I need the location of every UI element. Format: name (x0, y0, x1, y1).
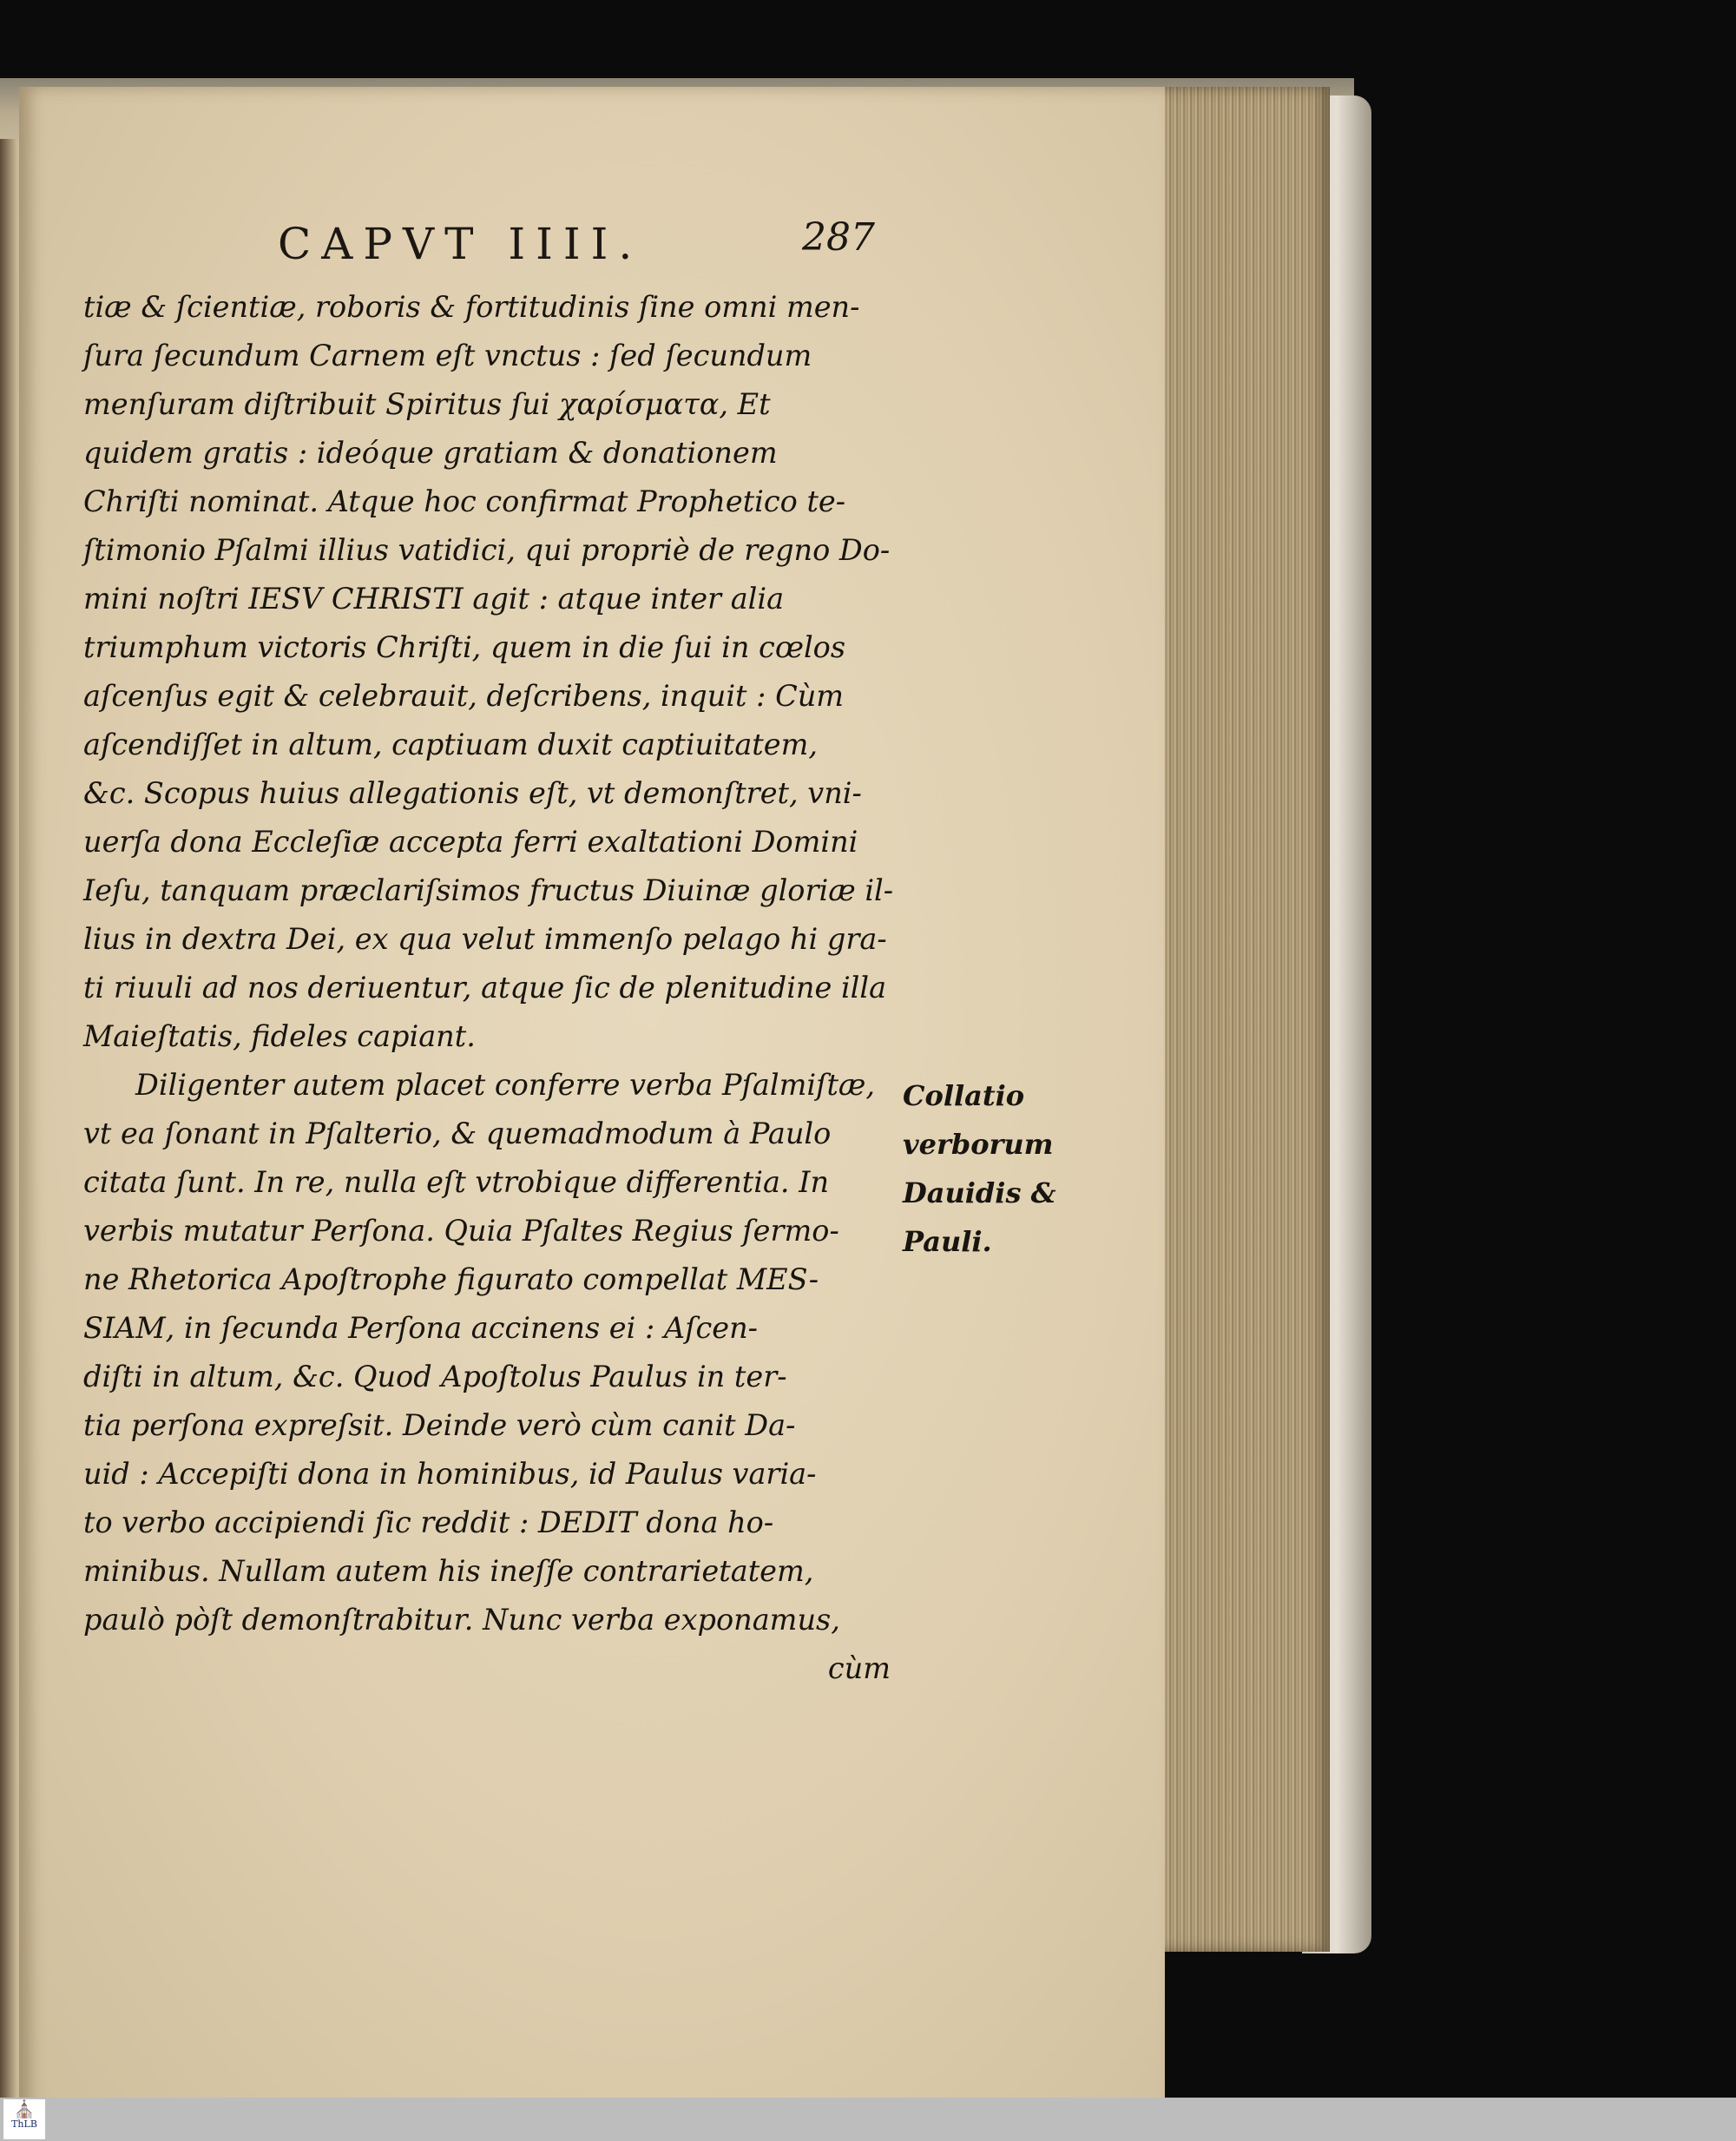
text-line: to verbo accipiendi ſic reddit : DEDIT dona ho- (83, 1505, 774, 1539)
text-line: minibus. Nullam autem his ineſſe contrarietatem, (83, 1554, 814, 1588)
text-line: menſuram diſtribuit Spiritus ſui χαρίσματα, Et (83, 387, 771, 421)
text-line: aſcenſus egit & celebrauit, deſcribens, inquit : Cùm (83, 679, 845, 713)
text-line: diſti in altum, &c. Quod Apoſtolus Paulus in ter- (83, 1360, 787, 1393)
text-line: ti riuuli ad nos deriuentur, atque ſic de plenitudine illa (83, 971, 887, 1005)
text-line: uid : Accepiſti dona in hominibus, id Paulus varia- (83, 1457, 817, 1491)
text-line: aſcendiſſet in altum, captiuam duxit captiuitatem, (83, 728, 818, 761)
text-line: paulò pòſt demonſtrabitur. Nunc verba exponamus, (83, 1603, 840, 1637)
text-line: tia perſona expreſsit. Deinde verò cùm canit Da- (83, 1408, 796, 1442)
text-line-paragraph-start: Diligenter autem placet conferre verba Pſalmiſtæ, (135, 1068, 876, 1102)
text-line: mini noſtri IESV CHRISTI agit : atque inter alia (83, 582, 785, 616)
text-line: Maieſtatis, fideles capiant. (83, 1019, 476, 1053)
body-text (83, 283, 894, 1693)
text-line: vt ea ſonant in Pſalterio, & quemadmodum à Paulo (83, 1117, 832, 1150)
marginal-note (903, 1071, 1076, 1266)
text-line: ſtimonio Pſalmi illius vatidici, qui propriè de regno Do- (83, 533, 891, 567)
text-line: uerſa dona Eccleſiæ accepta ferri exaltationi Domini (83, 825, 858, 859)
text-line: ne Rhetorica Apoſtrophe figurato compellat MES- (83, 1262, 819, 1296)
text-line: lius in dextra Dei, ex qua velut immenſo pelago hi gra- (83, 922, 887, 956)
text-line: quidem gratis : ideóque gratiam & donationem (83, 436, 778, 470)
catchword: cùm (827, 1651, 891, 1685)
text-line: citata ſunt. In re, nulla eſt vtrobique differentia. In (83, 1165, 830, 1199)
text-line: ſura ſecundum Carnem eſt vnctus : ſed ſecundum (83, 339, 812, 372)
text-line: triumphum victoris Chriſti, quem in die ſui in cœlos (83, 630, 846, 664)
text-line: Ieſu, tanquam præclariſsimos fructus Diuinæ gloriæ il- (83, 873, 894, 907)
viewer-bottom-bar (0, 2098, 1736, 2141)
marginal-note-line: Dauidis & (903, 1176, 1056, 1209)
page-number: 287 (802, 215, 875, 260)
marginal-note-line: Pauli. (903, 1225, 992, 1258)
page-title: CAPVT IIII. (278, 219, 643, 269)
crest-icon: ⛪ (13, 2099, 36, 2119)
marginal-note-line: Collatio (903, 1079, 1025, 1112)
library-logo (3, 2099, 45, 2139)
text-line: SIAM, in ſecunda Perſona accinens ei : Aſcen- (83, 1311, 758, 1345)
marginal-note-line: verborum (903, 1128, 1054, 1161)
text-line: verbis mutatur Perſona. Quia Pſaltes Regius ſermo- (83, 1214, 839, 1248)
library-logo-text: ThLB (11, 2118, 37, 2130)
text-line: tiæ & ſcientiæ, roboris & fortitudinis ſine omni men- (83, 290, 860, 324)
text-line: &c. Scopus huius allegationis eſt, vt demonſtret, vni- (83, 776, 862, 810)
text-line: Chriſti nominat. Atque hoc confirmat Prophetico te- (83, 484, 846, 518)
running-head (278, 215, 885, 271)
